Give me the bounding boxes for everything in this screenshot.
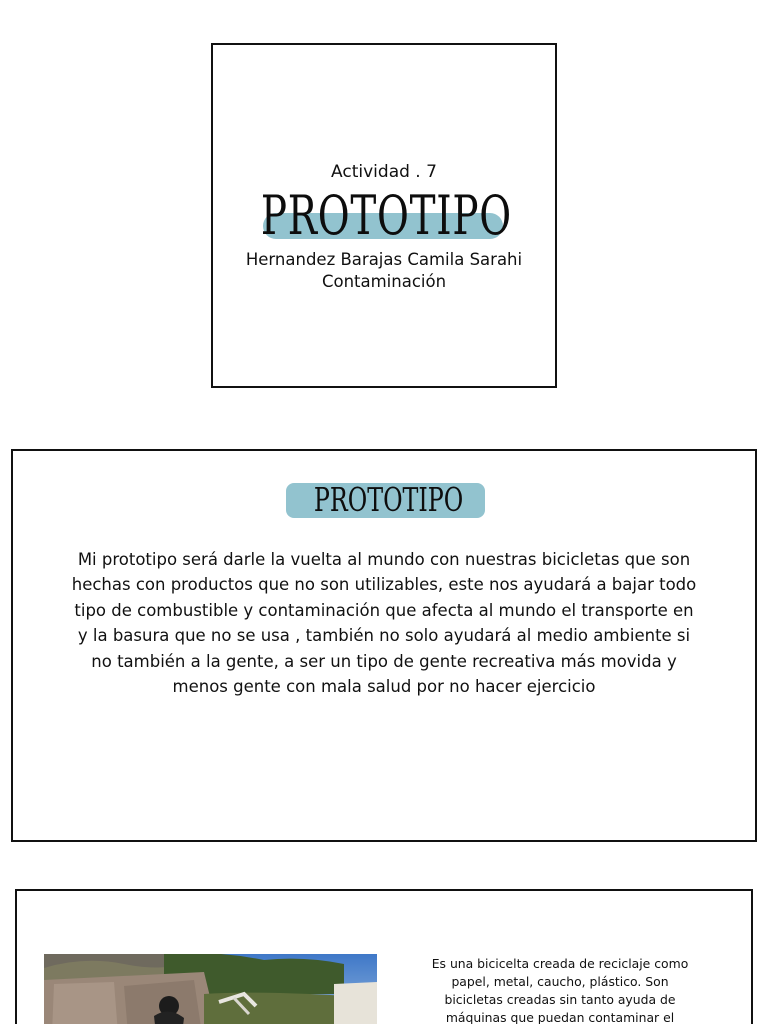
bicycle-card: [15, 889, 753, 1024]
bicycle-photo: [44, 954, 377, 1024]
bicycle-photo-illustration: [44, 954, 377, 1024]
bicycle-caption: Es una bicicelta creada de reciclaje como papel, metal, caucho, plástico. Son bicicletas creadas sin tanto ayuda de máquinas que puedan contaminar el: [431, 956, 689, 1024]
topic-label: Contaminación: [321, 272, 447, 291]
description-heading: PROTOTIPO: [313, 480, 464, 519]
cover-title: PROTOTIPO: [260, 184, 512, 247]
author-name: Hernandez Barajas Camila Sarahi: [245, 250, 523, 269]
cover-title-block: [213, 183, 555, 249]
description-card: [11, 449, 757, 842]
cover-card: [211, 43, 557, 388]
author-block: [213, 249, 555, 293]
activity-label: Actividad . 7: [331, 162, 437, 182]
description-text: Mi prototipo será darle la vuelta al mundo con nuestras bicicletas que son hechas con productos que no son utilizables, este nos ayudará a bajar todo tipo de combustible y contaminación que afecta al mundo el transporte en y la basura que no se usa , también no solo ayudará al medio ambiente si no también a la gente, a ser un tipo de gente recreativa más movida y menos gente con mala salud por no hacer ejercicio: [71, 550, 697, 697]
